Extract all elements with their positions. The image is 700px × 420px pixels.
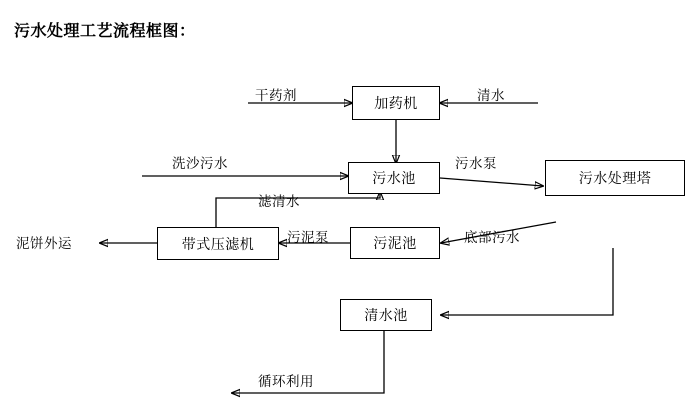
edge-label-clean-water-in: 清水 — [477, 88, 505, 103]
edge-label-bottom-sewage: 底部污水 — [464, 230, 520, 245]
node-sewage-pool[interactable] — [348, 162, 440, 194]
edge-label-sludge-pump: 污泥泵 — [287, 230, 329, 245]
node-label: 加药机 — [374, 95, 418, 111]
node-dosing-machine[interactable] — [352, 86, 440, 120]
node-label: 清水池 — [364, 307, 408, 323]
page-title: 污水处理工艺流程框图： — [14, 23, 196, 40]
edge-label-dry-agent: 干药剂 — [255, 88, 297, 103]
edge-label-filtered-clear-water: 滤清水 — [258, 194, 300, 209]
node-treatment-tower[interactable] — [545, 160, 685, 196]
node-label: 污水池 — [372, 170, 416, 186]
node-label: 带式压滤机 — [181, 235, 255, 252]
node-sludge-pool[interactable] — [350, 227, 440, 259]
node-belt-filter-press[interactable] — [157, 227, 279, 260]
edge-label-recycling-use: 循环利用 — [258, 374, 314, 389]
edge-label-sand-washing-sewage: 洗沙污水 — [172, 156, 228, 171]
node-label: 污水处理塔 — [578, 170, 652, 186]
edge-label-sewage-pump: 污水泵 — [455, 156, 497, 171]
edge-label-mud-cake-transport: 泥饼外运 — [16, 236, 72, 251]
node-clean-water-pool[interactable] — [340, 299, 432, 331]
node-label: 污泥池 — [373, 235, 417, 251]
